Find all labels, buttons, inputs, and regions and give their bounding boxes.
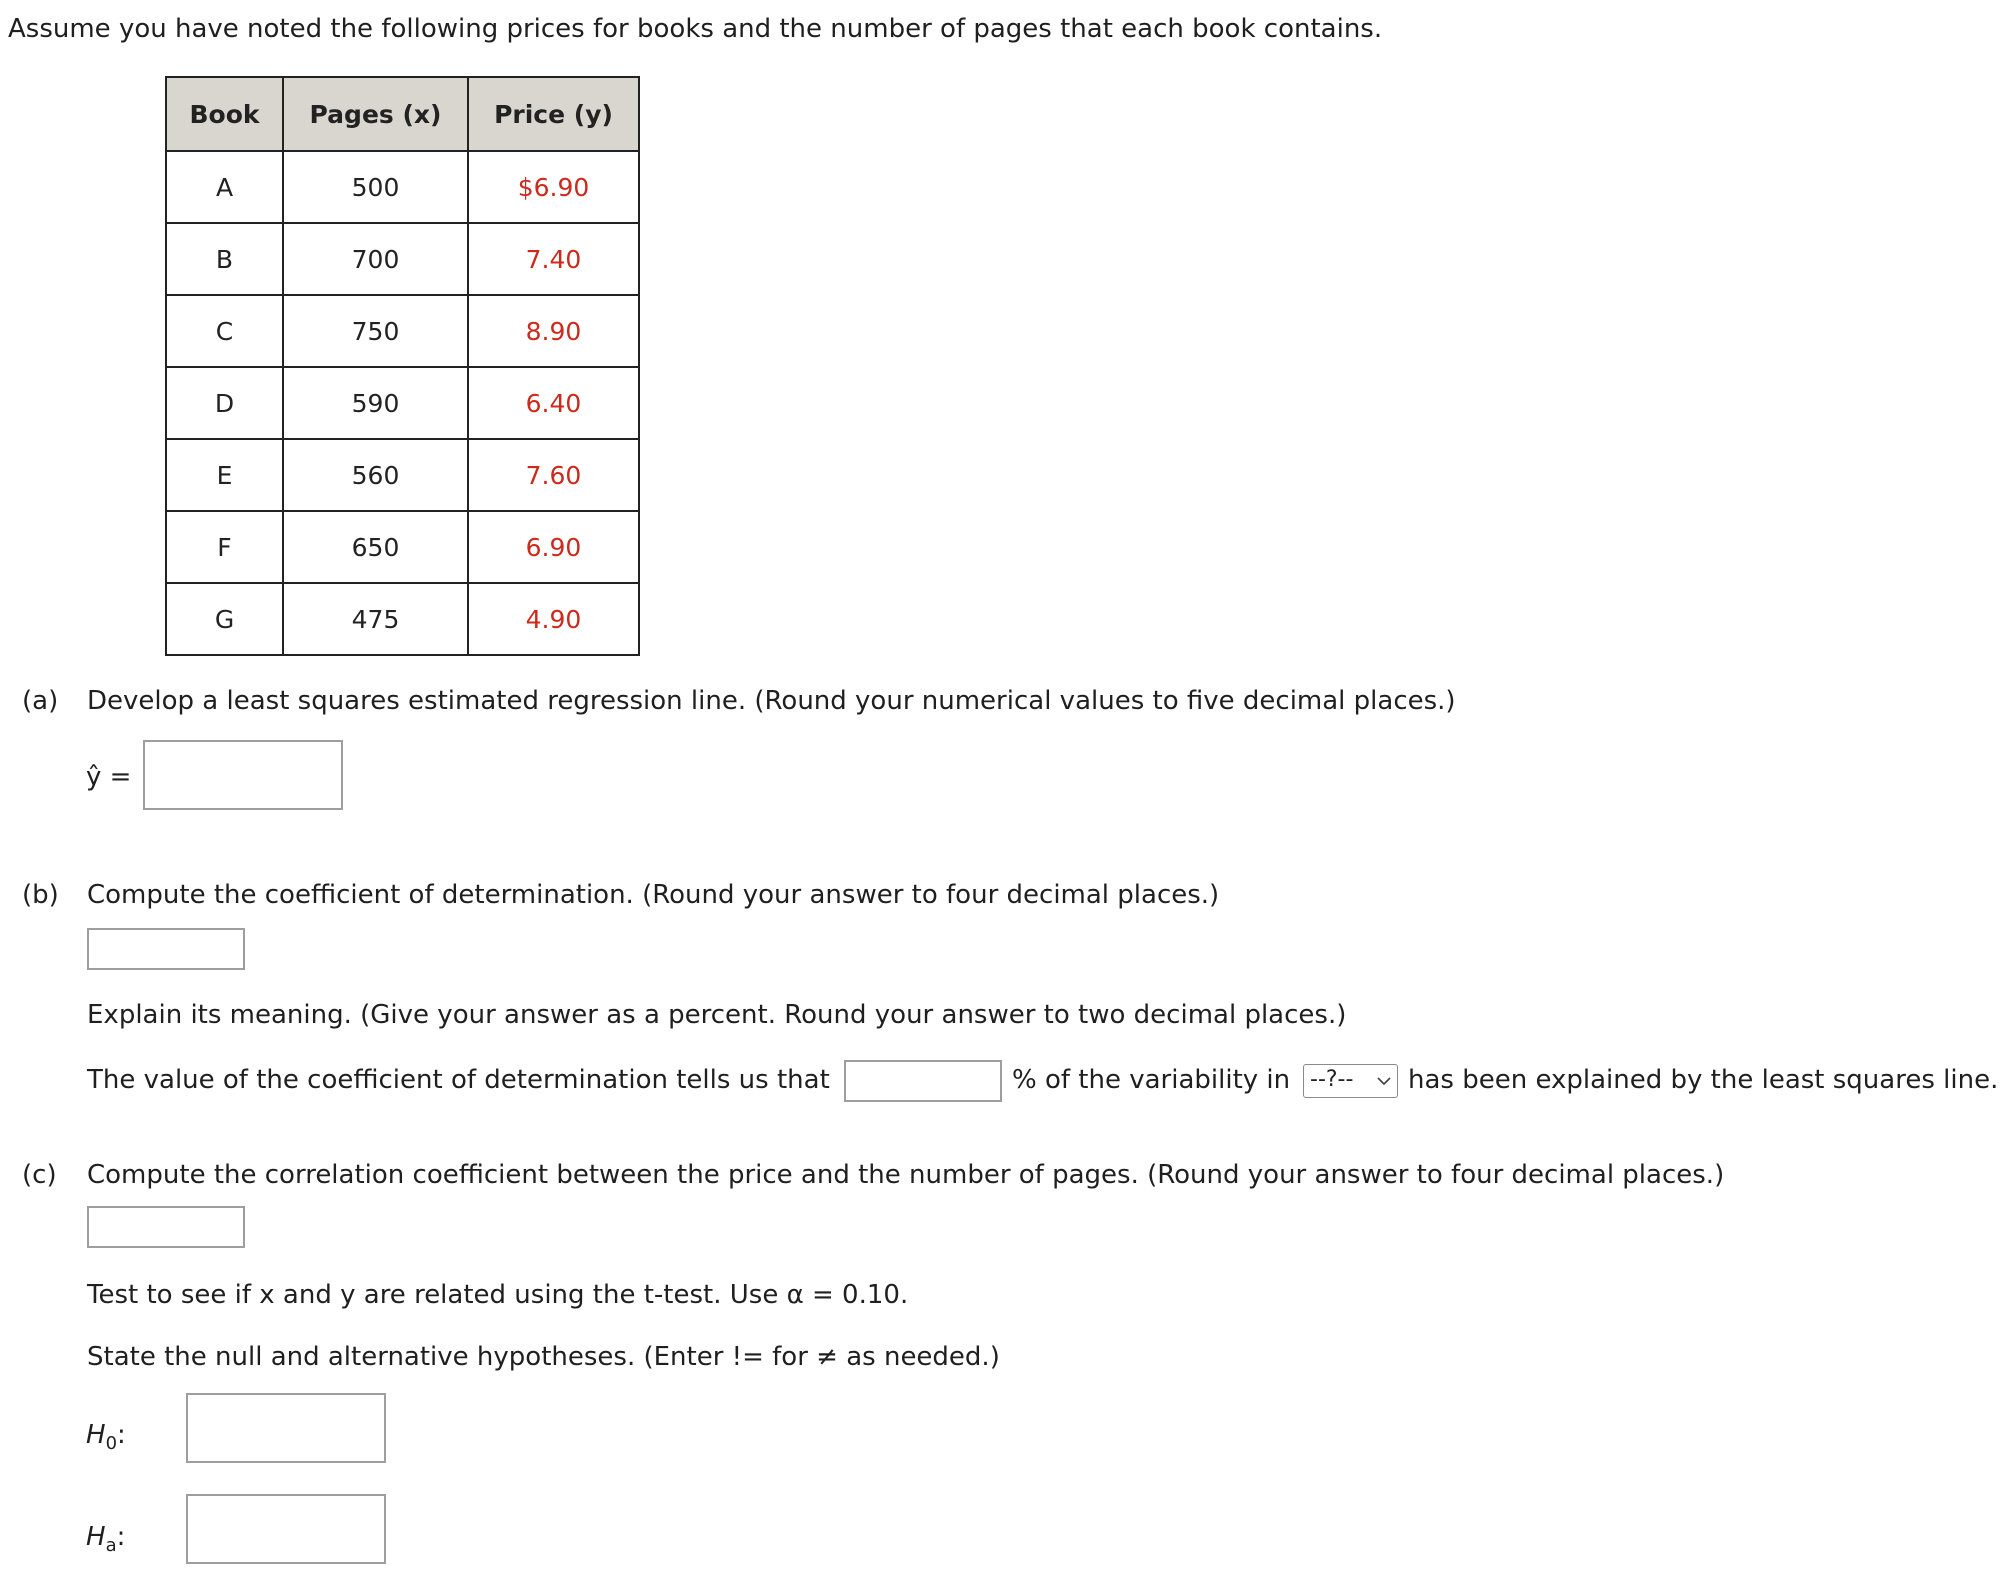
meaning-sentence-end: has been explained by the least squares line. [1408, 1065, 1999, 1095]
yhat-label: ŷ = [86, 762, 132, 792]
pages-cell: 590 [283, 367, 468, 439]
book-cell: G [166, 583, 283, 655]
pages-cell: 560 [283, 439, 468, 511]
part-a-label: (a) [22, 686, 59, 716]
pages-cell: 500 [283, 151, 468, 223]
price-cell: 8.90 [468, 295, 639, 367]
hypotheses-instruction: State the null and alternative hypotheses. (Enter != for ≠ as needed.) [87, 1342, 1000, 1372]
book-cell: E [166, 439, 283, 511]
book-cell: F [166, 511, 283, 583]
variable-dropdown[interactable] [1303, 1064, 1398, 1098]
h0-letter: H [86, 1420, 106, 1450]
table-row [166, 151, 639, 223]
table-row [166, 223, 639, 295]
book-cell: A [166, 151, 283, 223]
table-row [166, 511, 639, 583]
col-header-book: Book [166, 77, 283, 151]
col-header-price: Price (y) [468, 77, 639, 151]
problem-intro: Assume you have noted the following prices for books and the number of pages that each book contains. [8, 14, 1383, 44]
price-cell: 7.40 [468, 223, 639, 295]
h0-input[interactable] [186, 1393, 386, 1463]
part-c-text: Compute the correlation coefficient between the price and the number of pages. (Round your answer to four decimal places.) [87, 1160, 1725, 1190]
col-header-pages: Pages (x) [283, 77, 468, 151]
part-b-label: (b) [22, 880, 59, 910]
pages-cell: 475 [283, 583, 468, 655]
table-row [166, 367, 639, 439]
pages-cell: 650 [283, 511, 468, 583]
part-b-text: Compute the coefficient of determination. (Round your answer to four decimal places.) [87, 880, 1220, 910]
chevron-down-icon [1377, 1076, 1391, 1086]
pages-cell: 700 [283, 223, 468, 295]
table-row [166, 583, 639, 655]
percent-input[interactable] [844, 1060, 1002, 1102]
ha-letter: H [86, 1522, 106, 1552]
book-cell: B [166, 223, 283, 295]
ha-subscript: a [105, 1535, 117, 1557]
price-cell: 6.40 [468, 367, 639, 439]
part-c-label: (c) [22, 1160, 57, 1190]
dropdown-selected-value: --?-- [1310, 1067, 1354, 1092]
part-a-text: Develop a least squares estimated regression line. (Round your numerical values to five decimal places.) [87, 686, 1456, 716]
yhat-input[interactable] [143, 740, 343, 810]
h0-label: $H_0$: [86, 1420, 126, 1455]
meaning-sentence-mid: % of the variability in [1012, 1065, 1291, 1095]
table-row [166, 295, 639, 367]
explain-text: Explain its meaning. (Give your answer as a percent. Round your answer to two decimal places.) [87, 1000, 1347, 1030]
coef-determination-input[interactable] [87, 928, 245, 970]
books-table [165, 76, 640, 656]
price-cell: 4.90 [468, 583, 639, 655]
table-header-row [166, 77, 639, 151]
price-cell: 6.90 [468, 511, 639, 583]
price-cell: $6.90 [468, 151, 639, 223]
book-cell: C [166, 295, 283, 367]
ha-input[interactable] [186, 1494, 386, 1564]
price-cell: 7.60 [468, 439, 639, 511]
t-test-text: Test to see if x and y are related using the t-test. Use α = 0.10. [87, 1280, 909, 1310]
table-row [166, 439, 639, 511]
ha-label: $H_a$: [86, 1522, 126, 1557]
book-cell: D [166, 367, 283, 439]
correlation-input[interactable] [87, 1206, 245, 1248]
meaning-sentence-start: The value of the coefficient of determination tells us that [87, 1065, 830, 1095]
h0-subscript: 0 [105, 1433, 118, 1455]
pages-cell: 750 [283, 295, 468, 367]
